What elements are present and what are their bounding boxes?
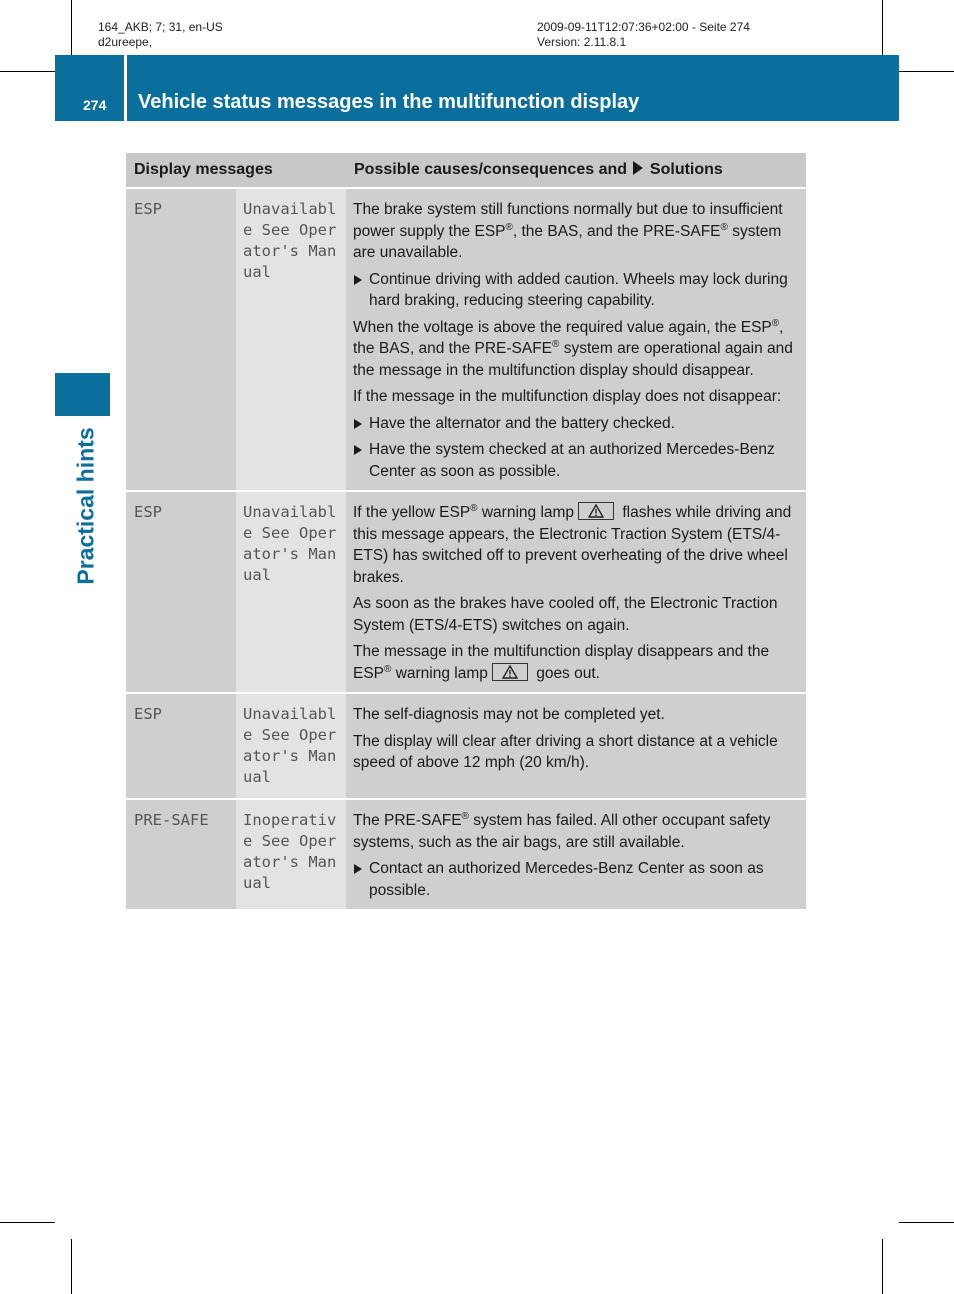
meta-line: 164_AKB; 7; 31, en-US [98,20,223,34]
text: system are unavailable. [353,222,782,261]
header-divider [124,55,127,121]
page-number: 274 [83,97,107,113]
meta-line: Version: 2.11.8.1 [537,35,627,49]
paragraph: If the message in the multifunction display does not disappear: [353,388,782,405]
paragraph [353,810,799,853]
triangle-right-icon [633,161,643,175]
solution-cell [346,188,806,491]
table-header-row [126,153,806,188]
text: warning lamp [391,664,488,682]
triangle-right-icon [354,864,362,874]
solution-cell [346,491,806,693]
registered-mark: ® [771,317,780,329]
message-text-cell [236,693,346,799]
registered-mark: ® [461,810,469,822]
warning-triangle-icon [578,502,614,520]
bullet-item [353,439,799,482]
message-text-cell [236,491,346,693]
section-label: Practical hints [72,427,99,585]
message-code: PRE-SAFE [134,811,209,829]
paragraph [353,317,799,382]
header-text: Possible causes/consequences and [354,161,628,178]
registered-mark: ® [720,221,728,233]
paragraph [353,199,799,264]
meta-line: 2009-09-11T12:07:36+02:00 - Seite 274 [537,20,750,34]
status-messages-table [126,153,806,911]
bullet-item [353,413,799,435]
table-row [126,799,806,910]
paragraph: The display will clear after driving a short distance at a vehicle speed of above 12 mph (20 km/h). [353,732,778,771]
paragraph [353,502,799,588]
message-text-cell [236,188,346,491]
print-meta-right [537,20,750,50]
crop-mark [882,1239,883,1294]
text: When the voltage is above the required value again, the ESP [353,318,772,336]
text: If the yellow ESP [353,504,471,521]
bullet-item [353,858,799,901]
message-code: ESP [134,200,162,218]
text: goes out. [531,664,600,682]
page-title: Vehicle status messages in the multifunction display [138,91,640,113]
crop-mark [0,1222,55,1223]
message-code-cell [126,188,236,491]
registered-mark: ® [505,221,513,233]
section-tab-marker [55,373,110,416]
crop-mark [0,71,55,72]
message-code-cell [126,491,236,693]
warning-triangle-icon [492,663,528,681]
paragraph: The self-diagnosis may not be completed yet. [353,706,665,723]
text: Contact an authorized Mercedes-Benz Center as soon as possible. [369,860,764,899]
table-row [126,188,806,491]
print-meta-left [98,20,223,50]
crop-mark [71,1239,72,1294]
text: Have the system checked at an authorized Mercedes-Benz Center as soon as possible. [369,441,775,480]
triangle-right-icon [354,445,362,455]
text: , the BAS, and the PRE-SAFE [512,222,721,240]
text: Continue driving with added caution. Wheels may lock during hard braking, reducing steering capability. [369,270,788,309]
message-text-cell [236,799,346,910]
message-code-cell [126,693,236,799]
text: , the BAS, and the PRE-SAFE [353,318,784,357]
crop-mark [899,1222,954,1223]
meta-line: d2ureepe, [98,35,153,49]
crop-mark [882,0,883,55]
text: warning lamp [477,504,575,521]
crop-mark [71,0,72,55]
header-text: Solutions [649,161,723,178]
message-text: Unavailable See Operator's Manual [243,200,337,281]
registered-mark: ® [552,338,560,350]
text: flashes while driving and this message appears, the Electronic Traction System (ETS/4-ETS) has switched off to prevent overheating of the drive wheel brakes. [353,504,792,586]
text: The PRE-SAFE [353,812,462,829]
triangle-right-icon [354,419,362,429]
paragraph: As soon as the brakes have cooled off, the Electronic Traction System (ETS/4-ETS) switches on again. [353,595,778,634]
message-code: ESP [134,705,162,723]
solution-cell [346,799,806,910]
table-row [126,491,806,693]
bullet-item [353,269,799,312]
registered-mark: ® [384,663,392,675]
column-header-causes-solutions [346,153,806,188]
triangle-right-icon [354,275,362,285]
text: The message in the multifunction display disappears and the ESP [353,643,770,682]
message-text: Unavailable See Operator's Manual [243,705,337,786]
message-code-cell [126,799,236,910]
registered-mark: ® [470,502,478,514]
text: The brake system still functions normally but due to insufficient power supply the ESP [353,201,783,240]
column-header-display-messages: Display messages [126,153,346,188]
message-code: ESP [134,503,162,521]
text: Have the alternator and the battery checked. [369,414,675,432]
crop-mark [899,71,954,72]
paragraph [353,641,799,684]
text: system has failed. All other occupant safety systems, such as the air bags, are still available. [353,812,771,851]
solution-cell [346,693,806,799]
message-text: Inoperative See Operator's Manual [243,811,337,892]
table-row [126,693,806,799]
text: system are operational again and the message in the multifunction display should disappear. [353,340,793,379]
message-text: Unavailable See Operator's Manual [243,503,337,584]
